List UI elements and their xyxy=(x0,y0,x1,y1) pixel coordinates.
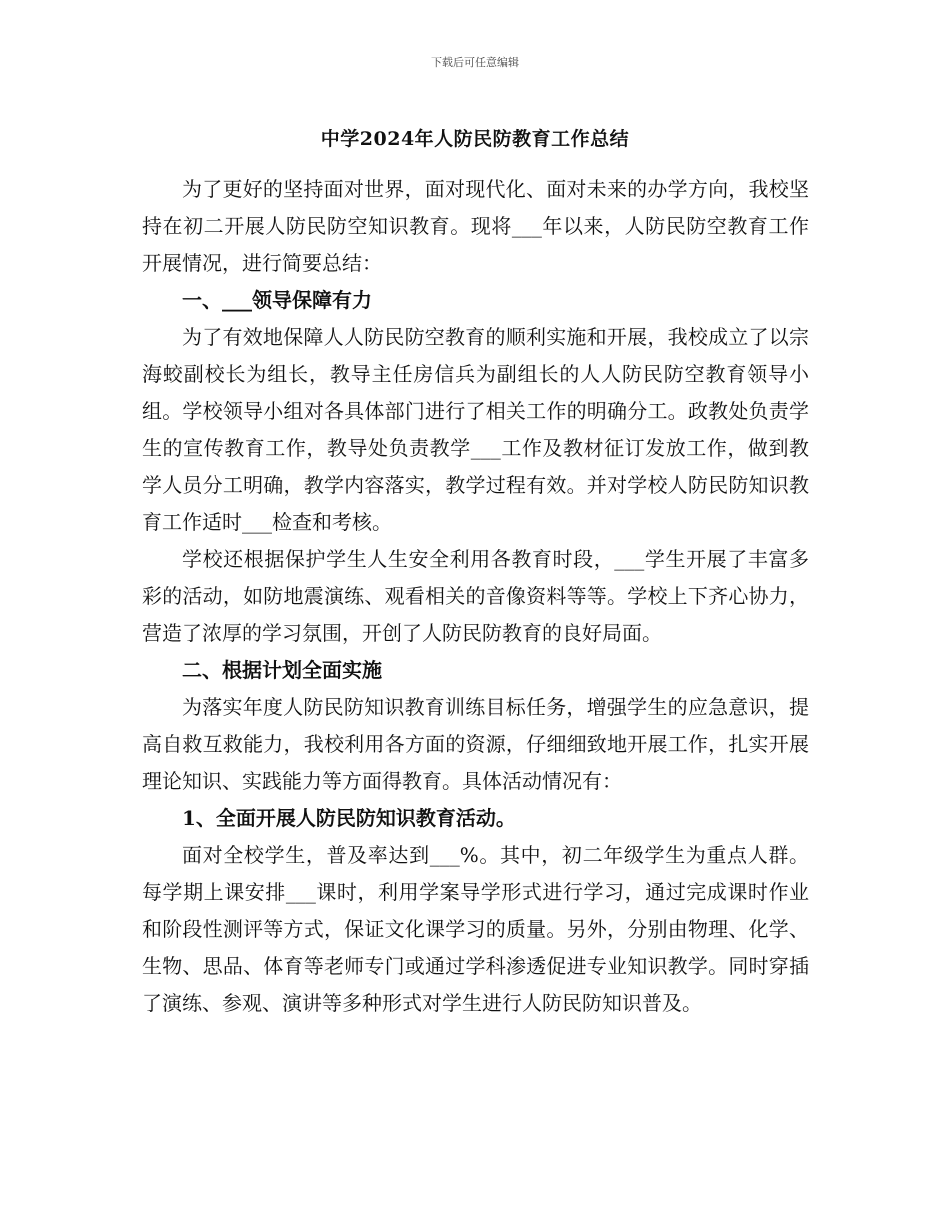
document-title: 中学2024年人防民防教育工作总结 xyxy=(320,128,630,150)
intro-paragraph: 为了更好的坚持面对世界，面对现代化、面对未来的办学方向，我校坚持在初二开展人防民防空知识教育。现将___年以来，人防民防空教育工作开展情况，进行简要总结： xyxy=(142,177,809,275)
section-heading-1: 一、___领导保障有力 xyxy=(182,288,372,312)
implementation-paragraph: 为落实年度人防民防知识教育训练目标任务，增强学生的应急意识，提高自救互救能力，我校利用各方面的资源，仔细细致地开展工作，扎实开展理论知识、实践能力等方面得教育。具体活动情况有： xyxy=(142,695,809,793)
leadership-paragraph: 为了有效地保障人人防民防空教育的顺利实施和开展，我校成立了以宗海蛟副校长为组长，教导主任房信兵为副组长的人人防民防空教育领导小组。学校领导小组对各具体部门进行了相关工作的明确分工。政教处负责学生的宣传教育工作，教导处负责教学___工作及教材征订发放工作，做到教学人员分工明确，教学内容落实，教学过程有效。并对学校人防民防知识教育工作适时___检查和考核。 xyxy=(142,325,809,534)
activities-paragraph: 学校还根据保护学生人生安全利用各教育时段，___学生开展了丰富多彩的活动，如防地震演练、观看相关的音像资料等等。学校上下齐心协力，营造了浓厚的学习氛围，开创了人防民防教育的良好局面。 xyxy=(142,547,809,645)
subsection-heading-1: 1、全面开展人防民防知识教育活动。 xyxy=(182,806,516,830)
education-paragraph: 面对全校学生，普及率达到___%。其中，初二年级学生为重点人群。每学期上课安排___课时，利用学案导学形式进行学习，通过完成课时作业和阶段性测评等方式，保证文化课学习的质量。另外，分别由物理、化学、生物、思品、体育等老师专门或通过学科渗透促进专业知识教学。同时穿插了演练、参观、演讲等多种形式对学生进行人防民防知识普及。 xyxy=(142,843,809,1015)
document-body xyxy=(142,171,809,1022)
header-note: 下载后可任意编辑 xyxy=(431,56,519,69)
section-heading-2: 二、根据计划全面实施 xyxy=(182,658,382,682)
